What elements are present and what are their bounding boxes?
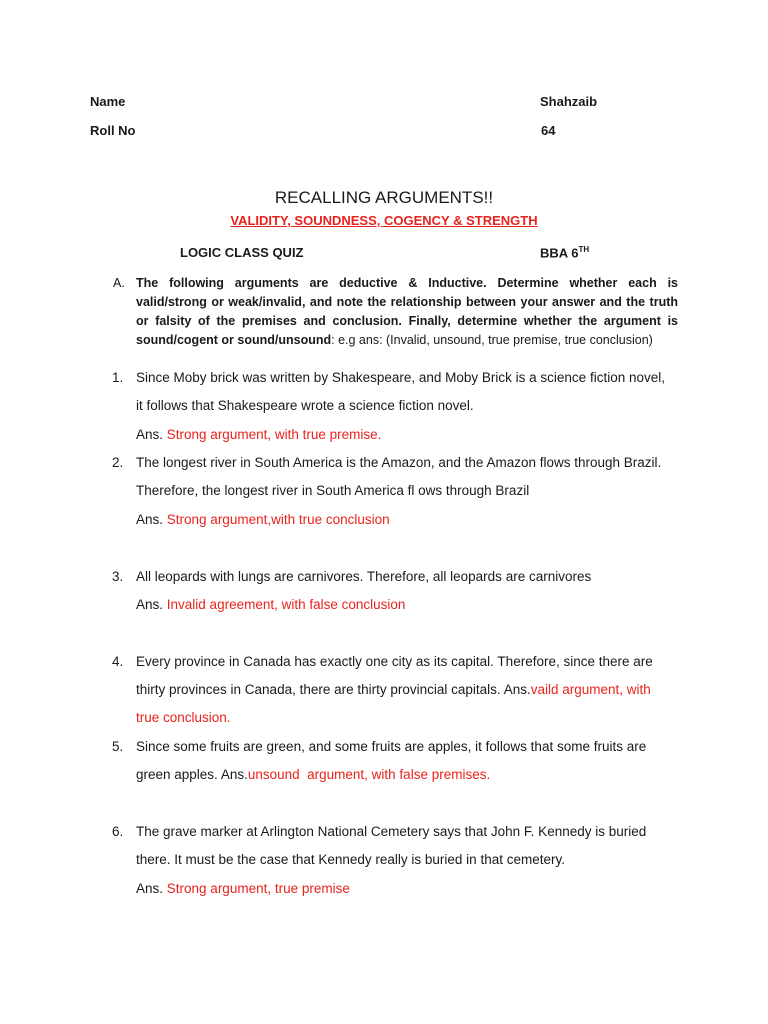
answer-text-continued: true conclusion.: [136, 710, 231, 725]
question-text: Since some fruits are green, and some fruits are apples, it follows that some fruits are green apples. Ans.unsound argument, with false premises.: [136, 739, 647, 782]
page-subtitle: VALIDITY, SOUNDNESS, COGENCY & STRENGTH: [230, 213, 538, 228]
question-number: 3.: [112, 569, 124, 584]
answer-text: unsound argument, with false premises.: [247, 767, 491, 782]
question-text: Every province in Canada has exactly one city as its capital. Therefore, since there are thirty provinces in Canada, there are thirty provincial capitals. Ans.vaild argument, with true conclusion.: [136, 648, 681, 732]
question-number: 5.: [112, 739, 124, 754]
answer-text: Strong argument,with true conclusion: [166, 512, 390, 527]
question-text: Since Moby brick was written by Shakespeare, and Moby Brick is a science fiction novel, it follows that Shakespeare wrote a science fiction novel.: [136, 370, 665, 413]
page-title: RECALLING ARGUMENTS!!: [274, 188, 494, 207]
answer-text: Invalid agreement, with false conclusion: [166, 597, 406, 612]
question-text: The grave marker at Arlington National Cemetery says that John F. Kennedy is buried there. It must be the case that Kennedy really is buried in that cemetery.: [136, 824, 647, 867]
instructions: [136, 274, 678, 350]
question-text: The longest river in South America is the Amazon, and the Amazon flows through Brazil. Therefore, the longest river in South America fl ows through Brazil: [136, 455, 662, 498]
answer-line: Ans. Invalid agreement, with false conclusion: [136, 597, 406, 612]
question-number: 2.: [112, 455, 124, 470]
answer-line: Ans. Strong argument, true premise: [136, 881, 350, 896]
name-value: Shahzaib: [540, 94, 598, 109]
section-marker: A.: [113, 276, 125, 290]
instructions-example: : e.g ans: (Invalid, unsound, true premise, true conclusion): [331, 333, 653, 347]
answer-text: Strong argument, true premise: [166, 881, 350, 896]
roll-value: 64: [541, 123, 556, 138]
roll-label: Roll No: [90, 123, 136, 138]
name-label: Name: [90, 94, 126, 109]
question-number: 4.: [112, 654, 124, 669]
question-number: 6.: [112, 824, 124, 839]
answer-text: vaild argument, with: [530, 682, 651, 697]
question-text: All leopards with lungs are carnivores. Therefore, all leopards are carnivores: [136, 569, 592, 584]
quiz-label: LOGIC CLASS QUIZ: [180, 245, 304, 260]
answer-text: Strong argument, with true premise.: [166, 427, 382, 442]
class-label: BBA 6TH: [540, 245, 590, 261]
question-number: 1.: [112, 370, 124, 385]
answer-line: Ans. Strong argument, with true premise.: [136, 427, 382, 442]
answer-line: Ans. Strong argument,with true conclusion: [136, 512, 390, 527]
instructions-bold: The following arguments are deductive & Inductive. Determine whether each is valid/strong or weak/invalid, and note the relationship between your answer and the truth or falsity of the premises and conclusion. Finally, determine whether the argument is sound/cogent or sound/unsound: [136, 276, 678, 347]
